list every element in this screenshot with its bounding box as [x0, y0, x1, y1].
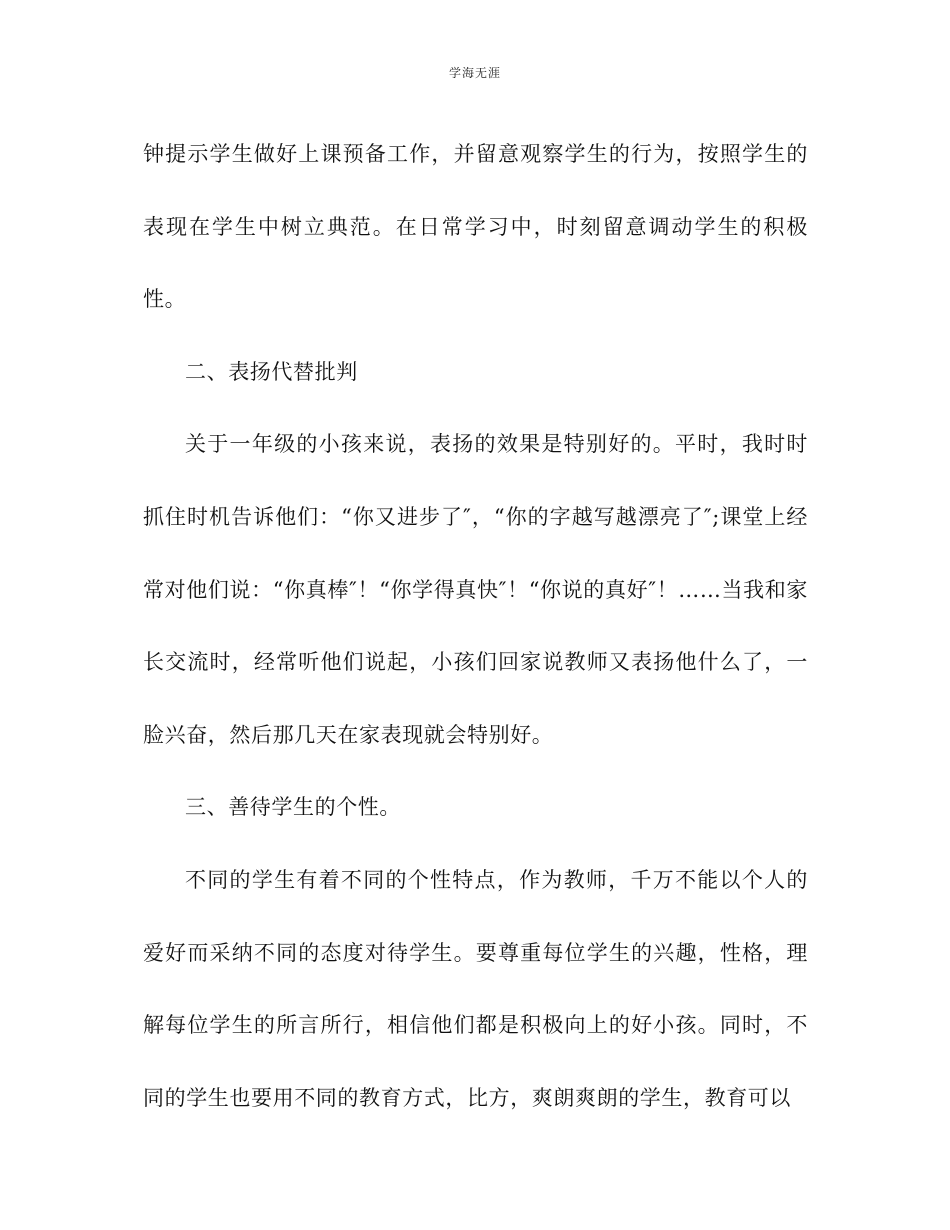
- paragraph-praise: 关于一年级的小孩来说，表扬的效果是特别好的。平时，我时时抓住时机告诉他们：“你又进步了″，“你的字越写越漂亮了″;课堂上经常对他们说：“你真棒″！“你学得真快″！“你说的真好″！……当我和家长交流时，经常听他们说起，小孩们回家说教师又表扬他什么了，一脸兴奋，然后那几天在家表现就会特别好。: [143, 432, 808, 747]
- document-body: [143, 118, 808, 1134]
- section-heading-personality: 三、善待学生的个性。: [185, 795, 401, 820]
- paragraph-personality: 不同的学生有着不同的个性特点，作为教师，千万不能以个人的爱好而采纳不同的态度对待学生。要尊重每位学生的兴趣，性格，理解每位学生的所言所行，相信他们都是积极向上的好小孩。同时，不同的学生也要用不同的教育方式，比方，爽朗爽朗的学生，教育可以: [143, 867, 808, 1110]
- page-header: 学海无涯: [448, 66, 501, 80]
- paragraph-continuation: 钟提示学生做好上课预备工作，并留意观察学生的行为，按照学生的表现在学生中树立典范。在日常学习中，时刻留意调动学生的积极性。: [143, 142, 808, 312]
- section-heading-praise: 二、表扬代替批判: [185, 359, 358, 384]
